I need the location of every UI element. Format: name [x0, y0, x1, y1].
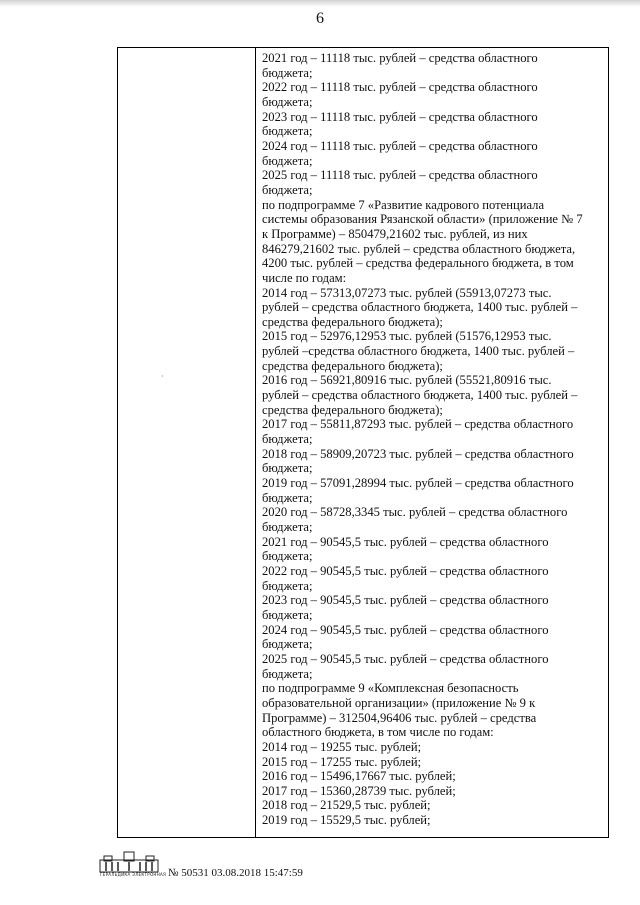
table-cell-text: [262, 51, 602, 828]
text-line: по подпрограмме 7 «Развитие кадрового потенциала: [262, 197, 545, 212]
text-line: образовательной организации» (приложение № 9 к: [262, 695, 536, 710]
text-line: бюджета;: [262, 549, 313, 564]
text-line: 2019 год – 57091,28994 тыс. рублей – средства областного: [262, 476, 574, 491]
text-line: 4200 тыс. рублей – средства федерального бюджета, в том: [262, 256, 574, 271]
text-line: 2015 год – 52976,12953 тыс. рублей (51576,12953 тыс.: [262, 329, 552, 344]
text-line: 2015 год – 17255 тыс. рублей;: [262, 754, 422, 769]
page-number: 6: [316, 10, 324, 27]
text-line: бюджета;: [262, 65, 313, 80]
text-line: 2021 год – 11118 тыс. рублей – средства областного: [262, 51, 538, 65]
footer: [98, 850, 498, 890]
text-line: средства федерального бюджета);: [262, 314, 443, 329]
scan-edge-shadow: [0, 0, 640, 7]
text-line: 2014 год – 19255 тыс. рублей;: [262, 739, 422, 754]
text-line: 2020 год – 58728,3345 тыс. рублей – средства областного: [262, 505, 568, 520]
text-line: 2014 год – 57313,07273 тыс. рублей (55913,07273 тыс.: [262, 285, 552, 300]
text-line: 2025 год – 11118 тыс. рублей – средства областного: [262, 168, 538, 183]
text-line: 846279,21602 тыс. рублей – средства областного бюджета,: [262, 241, 576, 256]
text-line: 2017 год – 55811,87293 тыс. рублей – средства областного: [262, 417, 574, 432]
document-table: [117, 47, 609, 838]
text-line: 2017 год – 15360,28739 тыс. рублей;: [262, 783, 456, 798]
registration-line: № 50531 03.08.2018 15:47:59: [168, 867, 303, 879]
text-line: бюджета;: [262, 124, 313, 139]
text-line: числе по годам:: [262, 270, 347, 285]
text-line: рублей – средства областного бюджета, 1400 тыс. рублей –: [262, 388, 578, 403]
text-line: 2024 год – 11118 тыс. рублей – средства областного: [262, 138, 538, 153]
text-line: бюджета;: [262, 153, 313, 168]
text-line: 2024 год – 90545,5 тыс. рублей – средства областного: [262, 622, 549, 637]
text-line: 2016 год – 56921,80916 тыс. рублей (55521,80916 тыс.: [262, 373, 552, 388]
seal-caption: ГЕРАЛЬДИКА ЭЛЕКТРОННАЯ: [100, 872, 167, 877]
text-line: по подпрограмме 9 «Комплексная безопасность: [262, 681, 519, 696]
text-line: 2016 год – 15496,17667 тыс. рублей;: [262, 769, 456, 784]
text-line: Программе) – 312504,96406 тыс. рублей – средства: [262, 710, 537, 725]
text-line: бюджета;: [262, 637, 313, 652]
text-line: средства федерального бюджета);: [262, 358, 443, 373]
column-divider: [255, 48, 256, 837]
text-line: средства федерального бюджета);: [262, 402, 443, 417]
text-line: 2018 год – 58909,20723 тыс. рублей – средства областного: [262, 446, 574, 461]
text-line: 2022 год – 11118 тыс. рублей – средства областного: [262, 80, 538, 95]
text-line: 2025 год – 90545,5 тыс. рублей – средства областного: [262, 651, 549, 666]
text-line: рублей –средства областного бюджета, 1400 тыс. рублей –: [262, 344, 575, 359]
text-line: 2022 год – 90545,5 тыс. рублей – средства областного: [262, 563, 549, 578]
text-line: областного бюджета, в том числе по годам:: [262, 725, 494, 740]
text-line: бюджета;: [262, 578, 313, 593]
text-line: бюджета;: [262, 607, 313, 622]
text-line: бюджета;: [262, 94, 313, 109]
text-line: рублей – средства областного бюджета, 1400 тыс. рублей –: [262, 300, 578, 315]
text-line: бюджета;: [262, 666, 313, 681]
text-line: 2021 год – 90545,5 тыс. рублей – средства областного: [262, 534, 549, 549]
text-line: 2023 год – 90545,5 тыс. рублей – средства областного: [262, 593, 549, 608]
text-line: 2023 год – 11118 тыс. рублей – средства областного: [262, 109, 538, 124]
scan-dot: ·: [161, 372, 164, 381]
text-line: системы образования Рязанской области» (приложение № 7: [262, 212, 583, 227]
text-line: 2019 год – 15529,5 тыс. рублей;: [262, 813, 431, 828]
text-line: бюджета;: [262, 461, 313, 476]
text-line: бюджета;: [262, 490, 313, 505]
text-line: к Программе) – 850479,21602 тыс. рублей, из них: [262, 226, 528, 241]
text-line: бюджета;: [262, 520, 313, 534]
text-line: бюджета;: [262, 182, 313, 197]
text-line: 2018 год – 21529,5 тыс. рублей;: [262, 798, 431, 813]
text-line: бюджета;: [262, 432, 313, 447]
